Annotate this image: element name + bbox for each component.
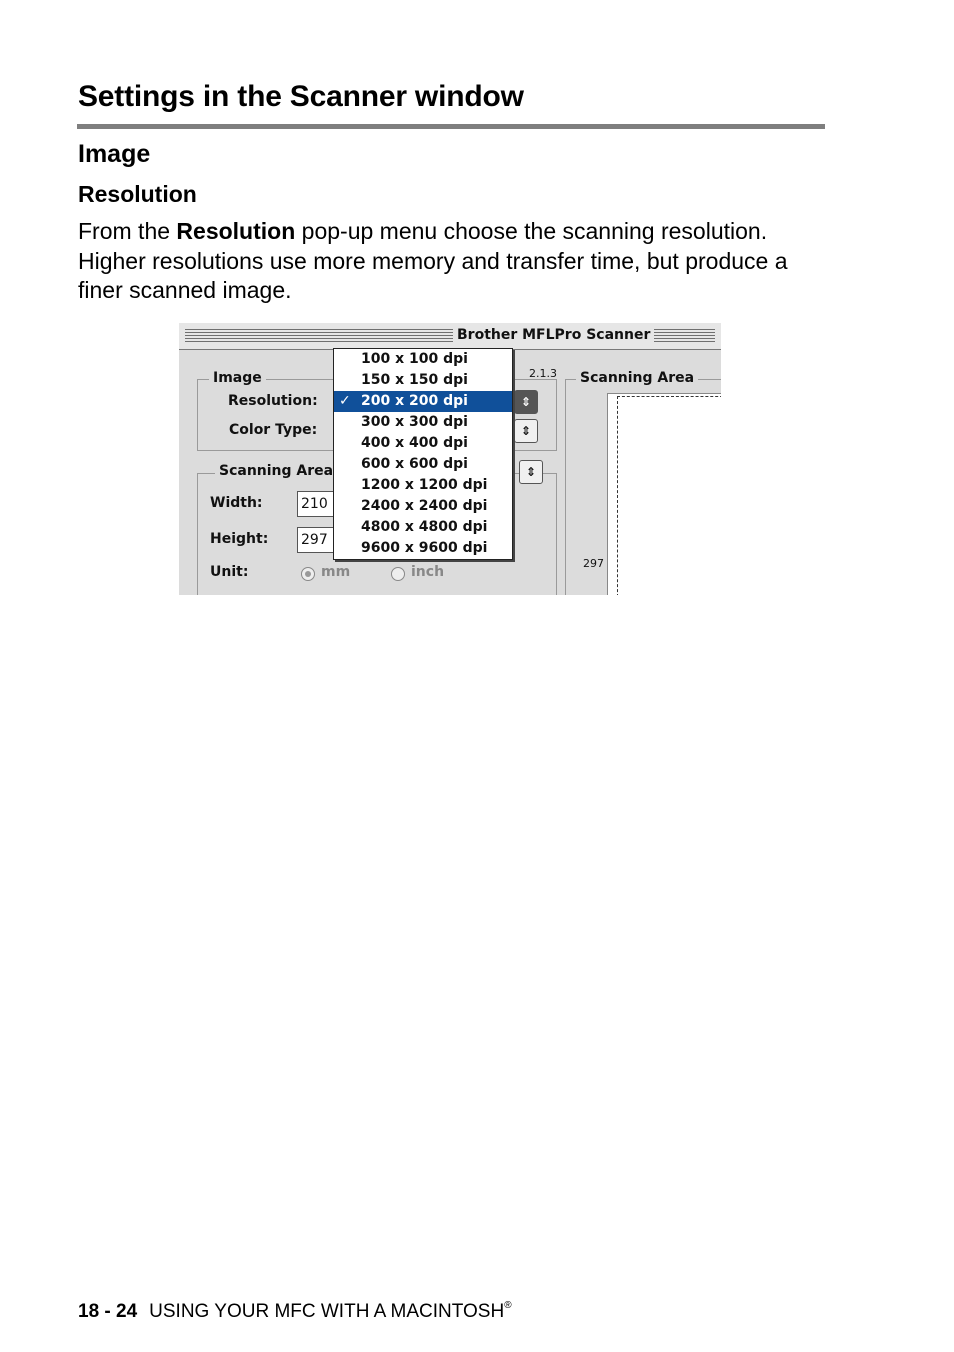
- paragraph-bold-term: Resolution: [176, 218, 296, 244]
- subsection-heading: Resolution: [78, 181, 197, 207]
- unit-label: Unit:: [210, 564, 249, 580]
- unit-mm-label: mm: [321, 564, 351, 580]
- scanning-area-group-title: Scanning Area: [215, 463, 337, 479]
- paragraph-text-after: pop-up menu choose the scanning resolution. Higher resolutions use more memory and transfer time, but produce a finer scanned image.: [78, 218, 788, 303]
- image-group-title: Image: [209, 370, 266, 386]
- menu-item-2400[interactable]: 2400 x 2400 dpi: [361, 498, 488, 514]
- width-field[interactable]: 210: [297, 491, 362, 517]
- scanner-window-screenshot: [179, 323, 721, 595]
- resolution-label: Resolution:: [228, 393, 318, 409]
- menu-item-1200[interactable]: 1200 x 1200 dpi: [361, 477, 488, 493]
- height-label: Height:: [210, 531, 269, 547]
- ruler-value: 297: [583, 557, 604, 570]
- height-field[interactable]: 297: [297, 527, 362, 553]
- menu-item-150[interactable]: 150 x 150 dpi: [361, 372, 468, 388]
- page-heading: Settings in the Scanner window: [78, 80, 524, 113]
- menu-item-200-selected[interactable]: ✓ 200 x 200 dpi: [334, 391, 512, 412]
- color-type-popup-arrow-icon[interactable]: ⇕: [514, 419, 538, 443]
- window-titlebar[interactable]: [179, 323, 721, 350]
- preview-group-title: Scanning Area: [576, 370, 698, 386]
- menu-item-9600[interactable]: 9600 x 9600 dpi: [361, 540, 488, 556]
- resolution-popup-menu: [333, 348, 513, 560]
- page-number: 18 - 24: [78, 1301, 138, 1322]
- page-footer: [78, 1300, 512, 1323]
- body-paragraph: [78, 217, 838, 306]
- scan-area-dashed-outline: [617, 396, 721, 595]
- chapter-title: USING YOUR MFC WITH A MACINTOSH: [149, 1301, 505, 1322]
- unit-mm-radio[interactable]: [301, 567, 315, 581]
- checkmark-icon: ✓: [339, 393, 351, 409]
- resolution-popup-arrow-icon[interactable]: ⇕: [514, 390, 538, 414]
- menu-item-300[interactable]: 300 x 300 dpi: [361, 414, 468, 430]
- color-type-label: Color Type:: [229, 422, 318, 438]
- scanning-area-popup-arrow-icon[interactable]: ⇕: [519, 460, 543, 484]
- paragraph-text-before: From the: [78, 218, 177, 244]
- menu-item-400[interactable]: 400 x 400 dpi: [361, 435, 468, 451]
- section-heading: Image: [78, 140, 151, 168]
- menu-item-600[interactable]: 600 x 600 dpi: [361, 456, 468, 472]
- registered-mark: ®: [504, 1300, 512, 1311]
- menu-item-100[interactable]: 100 x 100 dpi: [361, 351, 468, 367]
- version-label: 2.1.3: [529, 367, 557, 380]
- unit-inch-label: inch: [411, 564, 445, 580]
- heading-rule: [77, 124, 825, 129]
- window-title: Brother MFLPro Scanner: [453, 327, 654, 343]
- menu-item-4800[interactable]: 4800 x 4800 dpi: [361, 519, 488, 535]
- width-label: Width:: [210, 495, 263, 511]
- unit-inch-radio[interactable]: [391, 567, 405, 581]
